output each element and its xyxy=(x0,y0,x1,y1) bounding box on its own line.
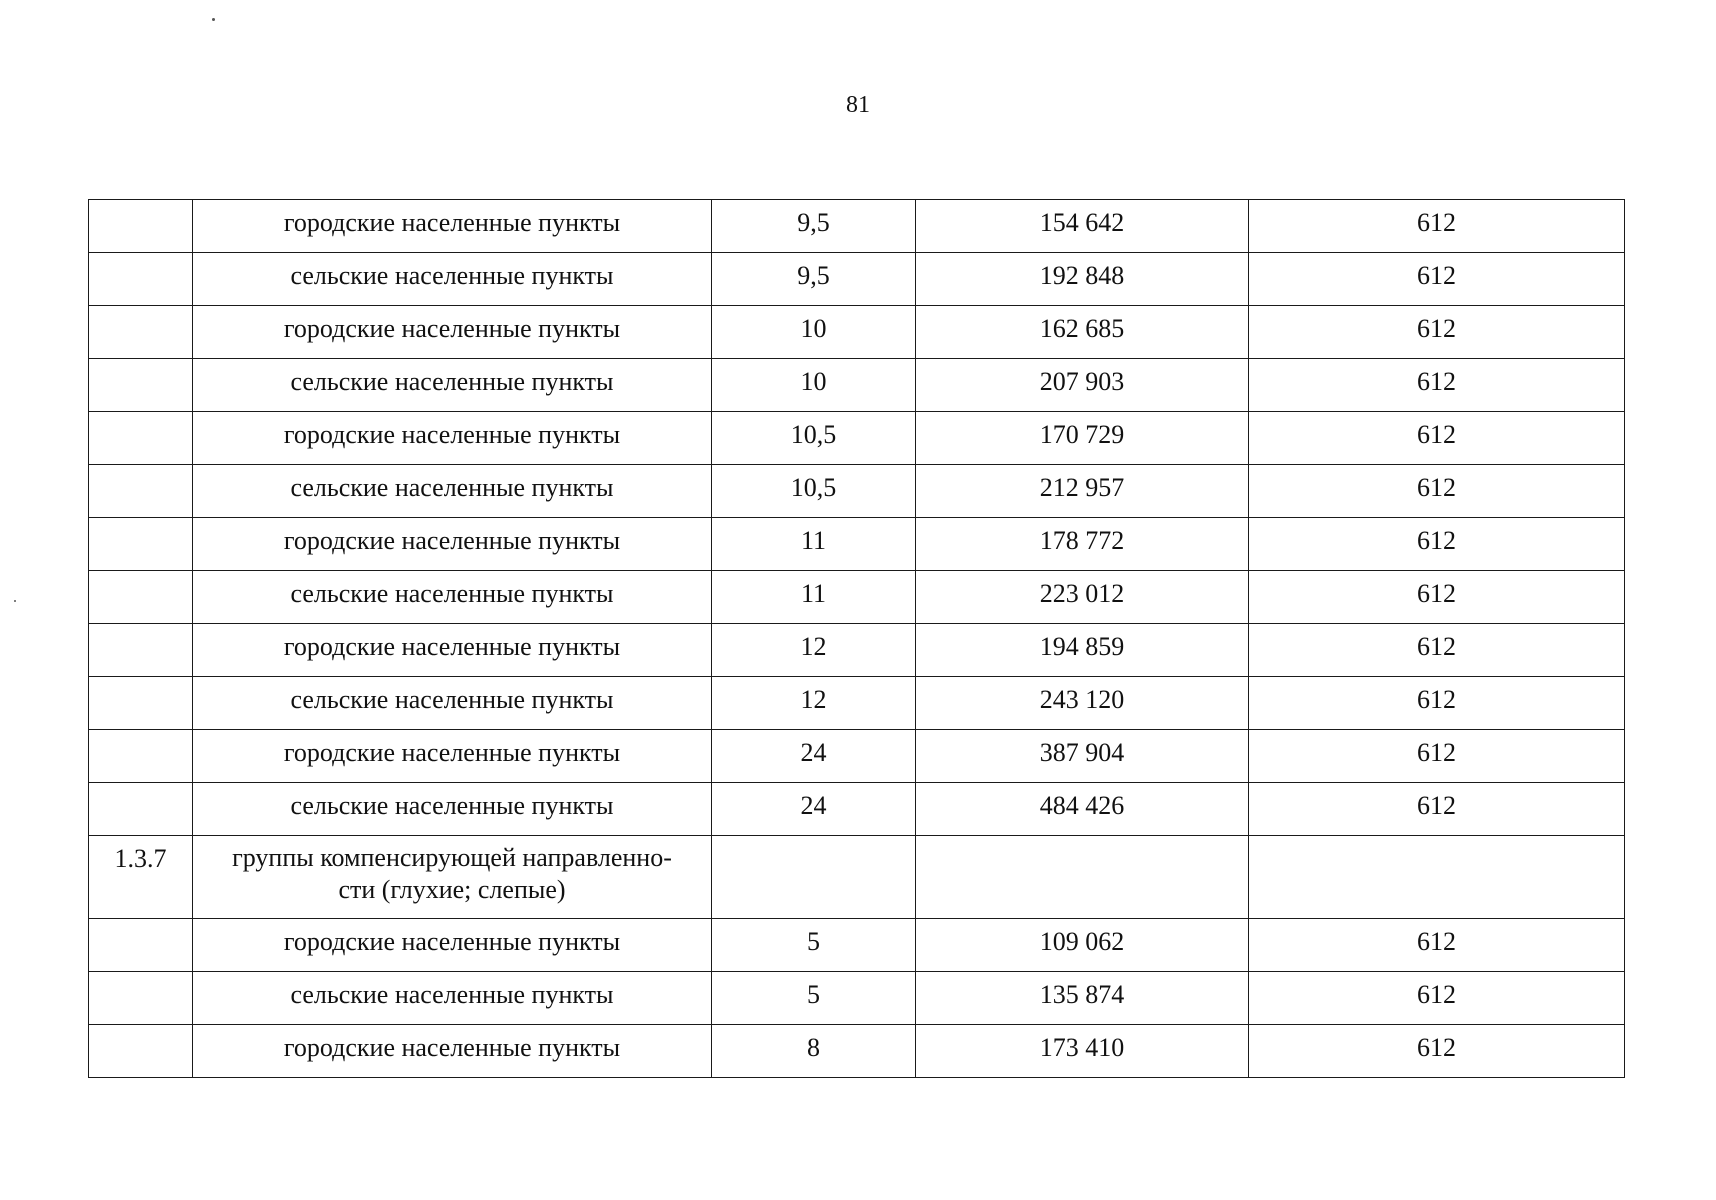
settlement-type-cell: городские населенные пункты xyxy=(193,306,712,359)
table-row xyxy=(89,412,1625,465)
hours-cell: 11 xyxy=(712,518,916,571)
hours-cell: 8 xyxy=(712,1025,916,1078)
table-row xyxy=(89,306,1625,359)
code-cell: 612 xyxy=(1249,200,1625,253)
code-cell: 612 xyxy=(1249,306,1625,359)
scan-speck xyxy=(212,18,215,21)
code-cell: 612 xyxy=(1249,571,1625,624)
code-cell: 612 xyxy=(1249,972,1625,1025)
table-row xyxy=(89,1025,1625,1078)
table-row xyxy=(89,571,1625,624)
row-number-cell xyxy=(89,465,193,518)
table-row xyxy=(89,919,1625,972)
code-cell: 612 xyxy=(1249,919,1625,972)
hours-cell: 12 xyxy=(712,677,916,730)
row-number-cell xyxy=(89,730,193,783)
table-row xyxy=(89,200,1625,253)
settlement-type-cell: городские населенные пункты xyxy=(193,518,712,571)
hours-cell: 10 xyxy=(712,359,916,412)
row-number-cell xyxy=(89,624,193,677)
settlement-type-cell: сельские населенные пункты xyxy=(193,359,712,412)
amount-cell: 207 903 xyxy=(916,359,1249,412)
row-number-cell xyxy=(89,306,193,359)
hours-cell: 24 xyxy=(712,730,916,783)
row-number-cell xyxy=(89,518,193,571)
table-row xyxy=(89,972,1625,1025)
code-cell xyxy=(1249,836,1625,919)
table-row xyxy=(89,518,1625,571)
page-number-text: 81 xyxy=(846,92,870,118)
hours-cell: 5 xyxy=(712,919,916,972)
table-row-section-header xyxy=(89,836,1625,919)
row-number-cell xyxy=(89,1025,193,1078)
scan-speck xyxy=(14,600,16,602)
row-number-cell: 1.3.7 xyxy=(89,836,193,919)
settlement-type-cell: городские населенные пункты xyxy=(193,200,712,253)
hours-cell: 10,5 xyxy=(712,465,916,518)
amount-cell: 178 772 xyxy=(916,518,1249,571)
settlement-type-cell: городские населенные пункты xyxy=(193,730,712,783)
row-number-cell xyxy=(89,412,193,465)
amount-cell: 387 904 xyxy=(916,730,1249,783)
amount-cell: 135 874 xyxy=(916,972,1249,1025)
row-number-cell xyxy=(89,571,193,624)
row-number-cell xyxy=(89,253,193,306)
table-row xyxy=(89,677,1625,730)
settlement-type-cell: городские населенные пункты xyxy=(193,919,712,972)
amount-cell: 109 062 xyxy=(916,919,1249,972)
hours-cell: 9,5 xyxy=(712,253,916,306)
hours-cell: 12 xyxy=(712,624,916,677)
row-number-cell xyxy=(89,200,193,253)
amount-cell: 243 120 xyxy=(916,677,1249,730)
amount-cell: 223 012 xyxy=(916,571,1249,624)
amount-cell: 194 859 xyxy=(916,624,1249,677)
settlement-type-cell: городские населенные пункты xyxy=(193,1025,712,1078)
code-cell: 612 xyxy=(1249,1025,1625,1078)
code-cell: 612 xyxy=(1249,730,1625,783)
table-row xyxy=(89,359,1625,412)
tariff-table-container xyxy=(88,199,1624,1078)
amount-cell: 173 410 xyxy=(916,1025,1249,1078)
table-row xyxy=(89,783,1625,836)
hours-cell xyxy=(712,836,916,919)
group-title-cell xyxy=(193,836,712,919)
amount-cell: 192 848 xyxy=(916,253,1249,306)
amount-cell: 484 426 xyxy=(916,783,1249,836)
settlement-type-cell: сельские населенные пункты xyxy=(193,783,712,836)
hours-cell: 9,5 xyxy=(712,200,916,253)
row-number-cell xyxy=(89,783,193,836)
code-cell: 612 xyxy=(1249,359,1625,412)
hours-cell: 5 xyxy=(712,972,916,1025)
tariff-table xyxy=(88,199,1625,1078)
settlement-type-cell: городские населенные пункты xyxy=(193,412,712,465)
code-cell: 612 xyxy=(1249,465,1625,518)
settlement-type-cell: сельские населенные пункты xyxy=(193,571,712,624)
hours-cell: 10,5 xyxy=(712,412,916,465)
hours-cell: 10 xyxy=(712,306,916,359)
table-row xyxy=(89,730,1625,783)
code-cell: 612 xyxy=(1249,783,1625,836)
settlement-type-cell: сельские населенные пункты xyxy=(193,972,712,1025)
settlement-type-cell: сельские населенные пункты xyxy=(193,465,712,518)
code-cell: 612 xyxy=(1249,412,1625,465)
settlement-type-cell: городские населенные пункты xyxy=(193,624,712,677)
code-cell: 612 xyxy=(1249,677,1625,730)
code-cell: 612 xyxy=(1249,624,1625,677)
table-row xyxy=(89,624,1625,677)
row-number-cell xyxy=(89,359,193,412)
amount-cell: 154 642 xyxy=(916,200,1249,253)
code-cell: 612 xyxy=(1249,253,1625,306)
group-title-line-1: группы компенсирующей направленно- xyxy=(232,843,672,872)
amount-cell: 212 957 xyxy=(916,465,1249,518)
row-number-cell xyxy=(89,972,193,1025)
code-cell: 612 xyxy=(1249,518,1625,571)
amount-cell xyxy=(916,836,1249,919)
page-number xyxy=(0,92,1716,119)
hours-cell: 11 xyxy=(712,571,916,624)
row-number-cell xyxy=(89,919,193,972)
table-row xyxy=(89,253,1625,306)
table-row xyxy=(89,465,1625,518)
hours-cell: 24 xyxy=(712,783,916,836)
amount-cell: 162 685 xyxy=(916,306,1249,359)
amount-cell: 170 729 xyxy=(916,412,1249,465)
row-number-cell xyxy=(89,677,193,730)
settlement-type-cell: сельские населенные пункты xyxy=(193,677,712,730)
group-title-line-2: сти (глухие; слепые) xyxy=(338,875,566,904)
settlement-type-cell: сельские населенные пункты xyxy=(193,253,712,306)
